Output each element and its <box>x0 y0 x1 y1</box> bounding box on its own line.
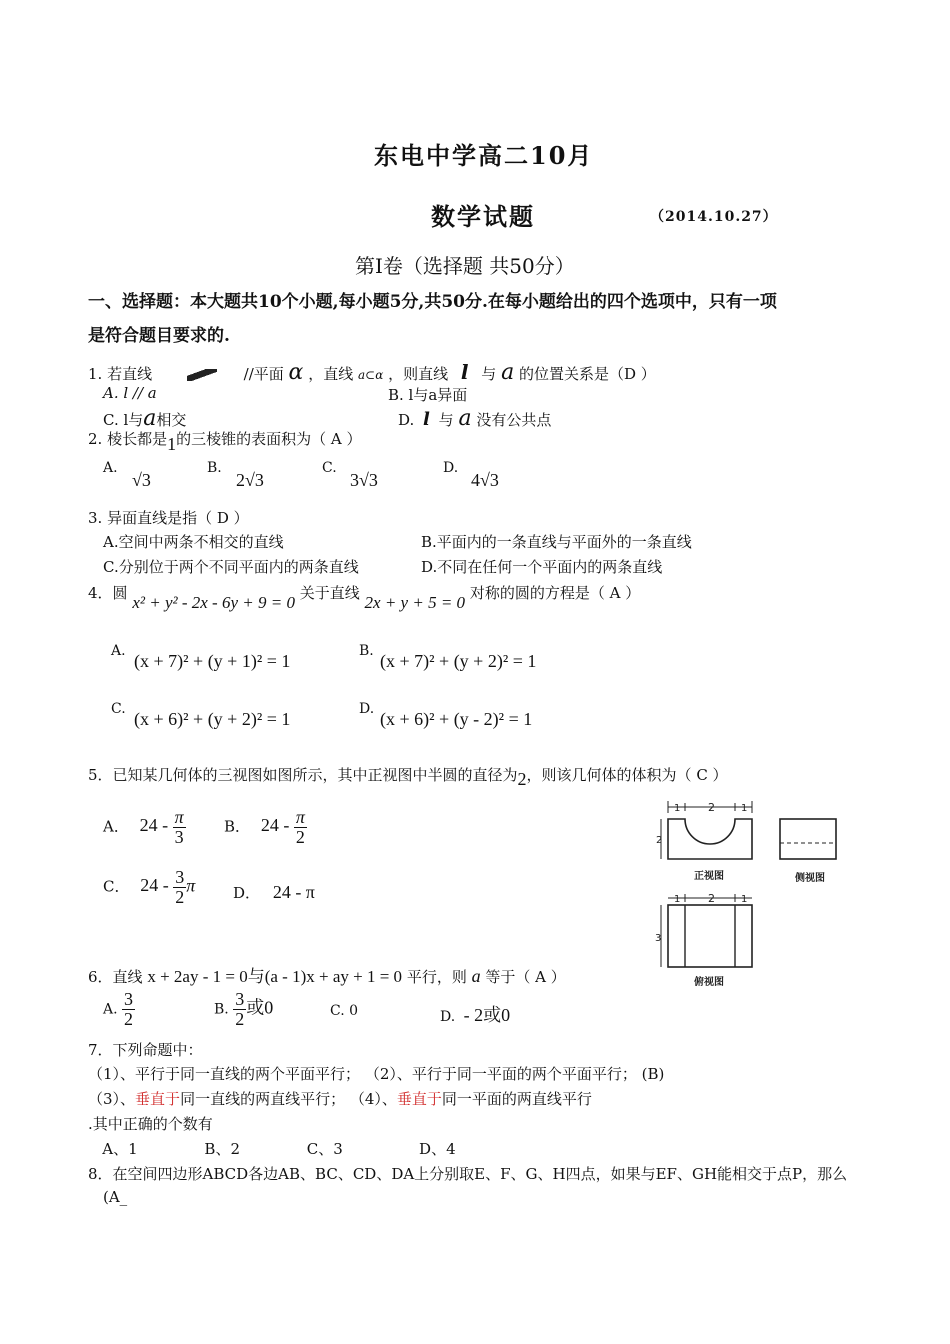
q5-opt-b-pre: 24 - <box>260 815 294 836</box>
section-heading: 第Ⅰ卷（选择题 共50分） <box>355 254 575 278</box>
dim-label-2-left: 2 <box>656 835 663 846</box>
dim-label-1-right: 1 <box>741 803 748 814</box>
q6-opt-d-value: - 2或0 <box>463 1005 511 1025</box>
q5-opt-c-num: 3 <box>175 867 185 887</box>
q1-text-a: 1. 若直线 <box>88 365 153 383</box>
q4-text-a: 4．圆 <box>88 584 128 602</box>
side-view-shape <box>780 819 836 859</box>
q5-opt-d-value: 24 - π <box>272 882 315 902</box>
q7-line-1: （1）、平行于同一直线的两个平面平行； （2）、平行于同一平面的两个平面平行； (B) <box>88 1065 665 1083</box>
top-view-shape <box>668 905 752 967</box>
question-2-stem <box>88 428 362 454</box>
front-view-label: 正视图 <box>694 871 724 882</box>
q2-text-a: 2. 棱长都是 <box>88 430 168 448</box>
q7-highlight-1: 垂直于 <box>135 1090 181 1108</box>
question-5-stem <box>88 764 728 789</box>
q1-text-c: ，直线 <box>308 365 354 383</box>
q5-opt-c-post: π <box>186 875 196 896</box>
question-7-stem: 7．下列命题中： <box>88 1041 203 1059</box>
q2-one: 1 <box>167 434 177 454</box>
q1-text-f: 的位置关系是（D ） <box>518 365 656 383</box>
q4-option-b-label: B. <box>359 643 374 659</box>
question-4-stem <box>88 582 641 612</box>
instructions-line-1: 一、选择题：本大题共10个小题,每小题5分,共50分.在每小题给出的四个选项中，只有一项 <box>88 292 777 312</box>
q6-option-a <box>103 990 135 1029</box>
q4-text-c: 对称的圆的方程是（ A ） <box>469 584 641 602</box>
q7-line2-a: （3）、 <box>88 1090 136 1108</box>
q6-opt-b-den: 2 <box>235 1008 245 1029</box>
q4-option-d: (x + 6)² + (y - 2)² = 1 <box>380 709 533 729</box>
q6-opt-b-label: B. <box>214 1001 229 1018</box>
q5-opt-a-num: π <box>174 807 184 827</box>
q5-option-c <box>103 868 195 907</box>
q1-subset: a⊂α <box>357 368 384 382</box>
q1-l: l <box>460 360 469 384</box>
q7-options: A、1 B、2 C、3 D、4 <box>88 1140 456 1158</box>
instructions-line-2: 是符合题目要求的. <box>88 326 230 346</box>
q2-option-c-value: 3√3 <box>350 470 378 490</box>
side-view-label: 侧视图 <box>795 873 825 884</box>
q1-opt-d-mid: 与 <box>438 411 454 429</box>
q5-two: 2 <box>517 769 527 789</box>
q7-line-3: .其中正确的个数有 <box>88 1115 213 1133</box>
q5-opt-c-fraction <box>173 868 186 907</box>
dim-label-1-top-left: 1 <box>674 894 681 905</box>
q1-text-b: //平面 <box>243 365 284 383</box>
q2-text-b: 的三棱锥的表面积为（ A ） <box>176 430 362 448</box>
q5-opt-c-pre: 24 - <box>140 875 174 896</box>
dim-label-2-top: 2 <box>708 801 715 814</box>
q1-alpha: α <box>288 360 304 385</box>
question-1-stem <box>88 360 656 385</box>
q1-option-a: A. l // a <box>103 384 157 402</box>
q4-option-b: (x + 7)² + (y + 2)² = 1 <box>380 651 537 671</box>
q5-opt-b-fraction <box>294 808 307 847</box>
q2-option-d-value: 4√3 <box>471 470 499 490</box>
q6-opt-b-num: 3 <box>235 989 245 1009</box>
garbled-line-icon <box>187 369 217 381</box>
q4-option-d-label: D. <box>359 701 375 717</box>
dim-label-3-left: 3 <box>655 933 662 944</box>
q1-text-e: 与 <box>481 365 497 383</box>
q3-option-d: D.不同在任何一个平面内的两条直线 <box>421 558 663 576</box>
q6-text-c: 等于（ A ） <box>485 968 566 986</box>
q2-option-c-label: C. <box>322 460 337 476</box>
q1-opt-d-pre: D. <box>398 411 415 429</box>
q4-line-equation: 2x + y + 5 = 0 <box>364 593 466 612</box>
q5-option-d <box>233 882 315 903</box>
q7-line-2 <box>88 1088 592 1109</box>
q5-opt-b-den: 2 <box>295 826 305 847</box>
q6-opt-a-fraction <box>122 990 135 1029</box>
q6-opt-a-den: 2 <box>124 1008 134 1029</box>
q5-option-a <box>103 808 186 847</box>
q6-opt-b-fraction <box>233 990 246 1029</box>
q1-opt-c-post: 相交 <box>156 411 187 429</box>
q5-opt-b-num: π <box>295 807 305 827</box>
question-3-stem: 3. 异面直线是指（ D ） <box>88 509 249 527</box>
q7-highlight-2: 垂直于 <box>396 1090 442 1108</box>
q4-option-a-label: A. <box>111 643 126 659</box>
q4-option-a: (x + 7)² + (y + 1)² = 1 <box>134 651 291 671</box>
q3-option-a: A.空间中两条不相交的直线 <box>103 533 284 551</box>
q6-equation: x + 2ay - 1 = 0与(a - 1)x + ay + 1 = 0 <box>147 967 403 986</box>
exam-title: 东电中学高二10月 <box>374 141 594 170</box>
q6-text-b: 平行，则 <box>406 968 467 986</box>
q8-line-2: (A_ <box>103 1188 128 1206</box>
q6-opt-a-num: 3 <box>124 989 134 1009</box>
q5-opt-a-label: A． <box>103 817 129 836</box>
q5-option-b <box>224 808 307 847</box>
q5-opt-c-den: 2 <box>175 886 185 907</box>
q5-opt-a-pre: 24 - <box>139 815 173 836</box>
dim-label-1-left: 1 <box>674 803 681 814</box>
q2-option-a-label: A. <box>103 460 118 476</box>
q4-text-b: 关于直线 <box>299 584 360 602</box>
q6-opt-a-label: A. <box>103 1001 118 1018</box>
q5-opt-c-label: C． <box>103 877 130 896</box>
q2-option-b-value: 2√3 <box>236 470 264 490</box>
q5-text-a: 5．已知某几何体的三视图如图所示，其中正视图中半圆的直径为 <box>88 766 518 784</box>
q5-opt-a-den: 3 <box>174 826 184 847</box>
q6-option-c: C. 0 <box>330 1003 359 1019</box>
q1-opt-d-a: a <box>458 406 472 431</box>
q4-option-c-label: C. <box>111 701 126 717</box>
q1-opt-c-pre: C. l与 <box>103 411 144 429</box>
q5-opt-a-fraction <box>173 808 186 847</box>
q4-circle-equation: x² + y² - 2x - 6y + 9 = 0 <box>132 593 295 612</box>
q6-text-a: 6．直线 <box>88 968 143 986</box>
q1-opt-d-l: l <box>423 409 430 430</box>
q6-a: a <box>471 966 481 986</box>
q7-line2-c: 同一平面的两直线平行 <box>441 1090 592 1108</box>
q6-opt-b-post: 或0 <box>246 997 274 1018</box>
q1-text-d: ，则直线 <box>388 365 449 383</box>
q3-option-b: B.平面内的一条直线与平面外的一条直线 <box>421 533 692 551</box>
q6-opt-d-label: D. <box>440 1009 456 1025</box>
q1-a: a <box>501 360 515 385</box>
three-view-figure <box>650 795 865 988</box>
q2-option-d-label: D. <box>443 460 459 476</box>
dim-label-1-top-right: 1 <box>741 894 748 905</box>
q1-option-d <box>398 406 551 431</box>
q6-option-d <box>440 1001 510 1027</box>
question-6-stem <box>88 962 566 987</box>
exam-date: （2014.10.27） <box>650 209 778 225</box>
front-view-shape <box>668 819 752 859</box>
q3-option-c: C.分别位于两个不同平面内的两条直线 <box>103 558 359 576</box>
q5-opt-b-label: B． <box>224 817 251 836</box>
exam-subtitle: 数学试题 <box>431 202 535 231</box>
q6-option-b <box>214 990 273 1029</box>
q5-opt-d-label: D． <box>233 884 261 902</box>
q5-text-b: ，则该几何体的体积为（ C ） <box>526 766 728 784</box>
q1-option-b: B. l与a异面 <box>388 386 468 404</box>
q2-option-a-value: √3 <box>132 470 151 490</box>
dim-label-2-top-mid: 2 <box>708 892 715 905</box>
q1-opt-c-a: a <box>143 406 157 431</box>
q2-option-b-label: B. <box>207 460 222 476</box>
q4-option-c: (x + 6)² + (y + 2)² = 1 <box>134 709 291 729</box>
top-view-label: 俯视图 <box>694 977 724 988</box>
q1-opt-d-post: 没有公共点 <box>476 411 552 429</box>
q7-line2-b: 同一直线的两直线平行； （4）、 <box>180 1090 397 1108</box>
question-8-stem: 8．在空间四边形ABCD各边AB、BC、CD、DA上分别取E、F、G、H四点，如果与EF、GH能相交于点P，那么 <box>88 1165 848 1183</box>
